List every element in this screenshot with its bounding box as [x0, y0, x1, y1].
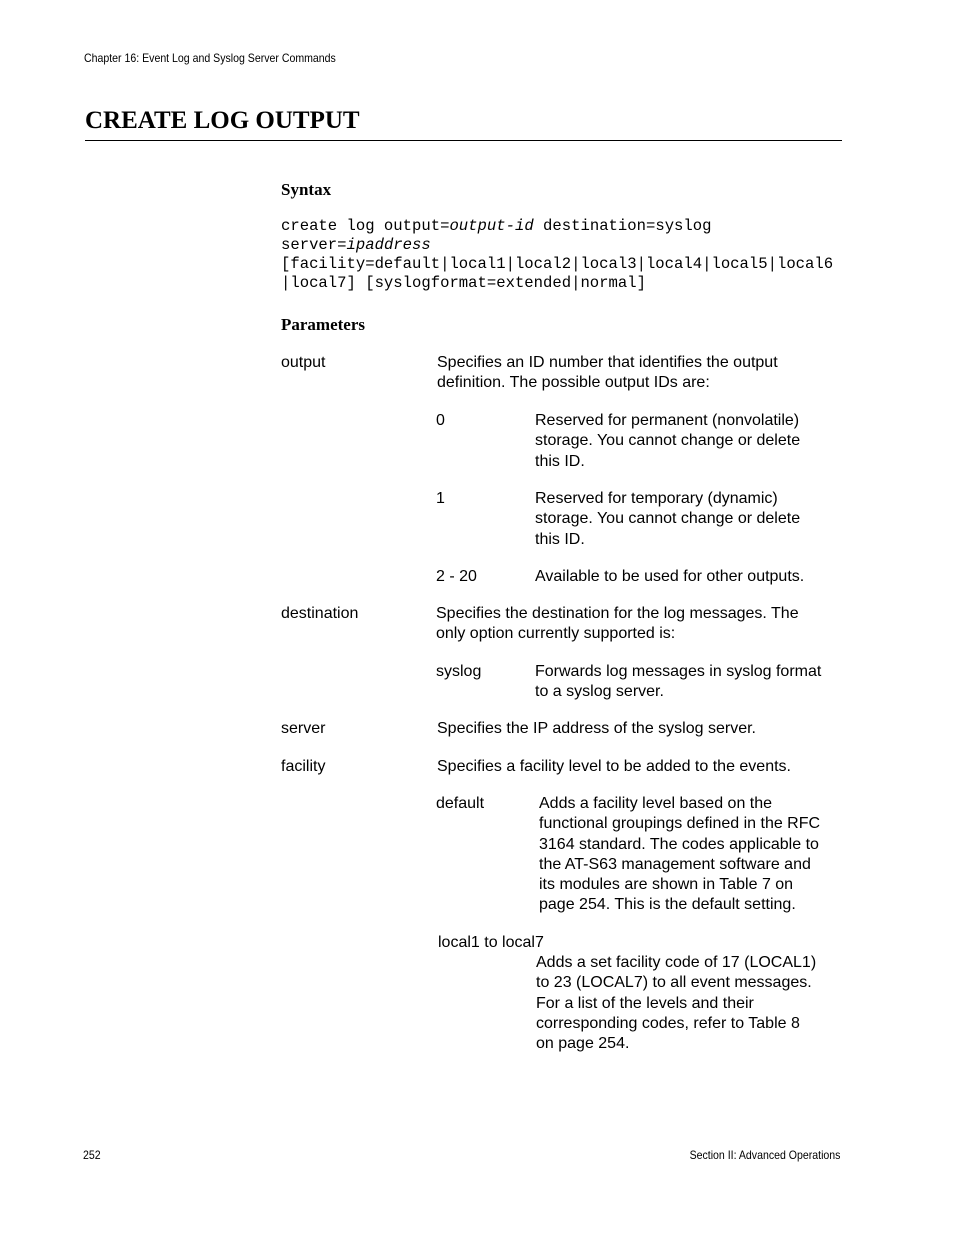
- syntax-line-1: create log output=output-id destination=syslog: [281, 217, 712, 235]
- facility-value-default-desc: Adds a facility level based on the functional groupings defined in the RFC 3164 standard. The codes applicable to the AT-S63 management software and its modules are shown in Table 7 on page 254. This is the default setting.: [539, 795, 821, 914]
- param-server-desc: Specifies the IP address of the syslog server.: [437, 720, 756, 737]
- facility-value-local: local1 to local7: [438, 934, 544, 951]
- destination-value-syslog: syslog: [436, 663, 482, 680]
- title-rule: [85, 140, 842, 141]
- output-value-2-20: 2 - 20: [436, 568, 477, 585]
- param-destination-desc: Specifies the destination for the log messages. The only option currently supported is:: [436, 605, 799, 643]
- destination-value-syslog-desc: Forwards log messages in syslog format to a syslog server.: [535, 663, 822, 701]
- facility-value-local-desc: Adds a set facility code of 17 (LOCAL1) to 23 (LOCAL7) to all event messages. For a list of the levels and their corresponding codes, refer to Table 8 on page 254.: [536, 954, 817, 1053]
- syntax-heading: Syntax: [281, 180, 332, 199]
- param-server-name: server: [281, 720, 326, 737]
- param-output-name: output: [281, 354, 326, 371]
- output-id-placeholder: output-id: [449, 217, 534, 235]
- ipaddress-placeholder: ipaddress: [346, 236, 431, 254]
- syntax-block: [281, 217, 833, 293]
- output-value-1-desc: Reserved for temporary (dynamic) storage. You cannot change or delete this ID.: [535, 490, 801, 548]
- param-facility-desc: Specifies a facility level to be added to the events.: [437, 758, 791, 775]
- syntax-line-3: [facility=default|local1|local2|local3|local4|local5|local6: [281, 255, 834, 273]
- facility-value-default: default: [436, 795, 485, 812]
- parameters-heading: Parameters: [281, 315, 366, 334]
- syntax-line-4: |local7] [syslogformat=extended|normal]: [281, 274, 646, 292]
- param-output-desc: Specifies an ID number that identifies the output definition. The possible output IDs are:: [437, 354, 778, 392]
- section-footer: Section II: Advanced Operations: [689, 1148, 840, 1162]
- page-title: CREATE LOG OUTPUT: [85, 107, 360, 134]
- output-value-0: 0: [436, 412, 445, 429]
- param-facility-name: facility: [281, 758, 326, 775]
- output-value-2-20-desc: Available to be used for other outputs.: [535, 568, 805, 585]
- param-destination-name: destination: [281, 605, 359, 622]
- chapter-header: Chapter 16: Event Log and Syslog Server Commands: [84, 51, 336, 65]
- page-number: 252: [83, 1148, 101, 1162]
- output-value-1: 1: [436, 490, 445, 507]
- output-value-0-desc: Reserved for permanent (nonvolatile) storage. You cannot change or delete this ID.: [535, 412, 801, 470]
- syntax-line-2: server=ipaddress: [281, 236, 431, 254]
